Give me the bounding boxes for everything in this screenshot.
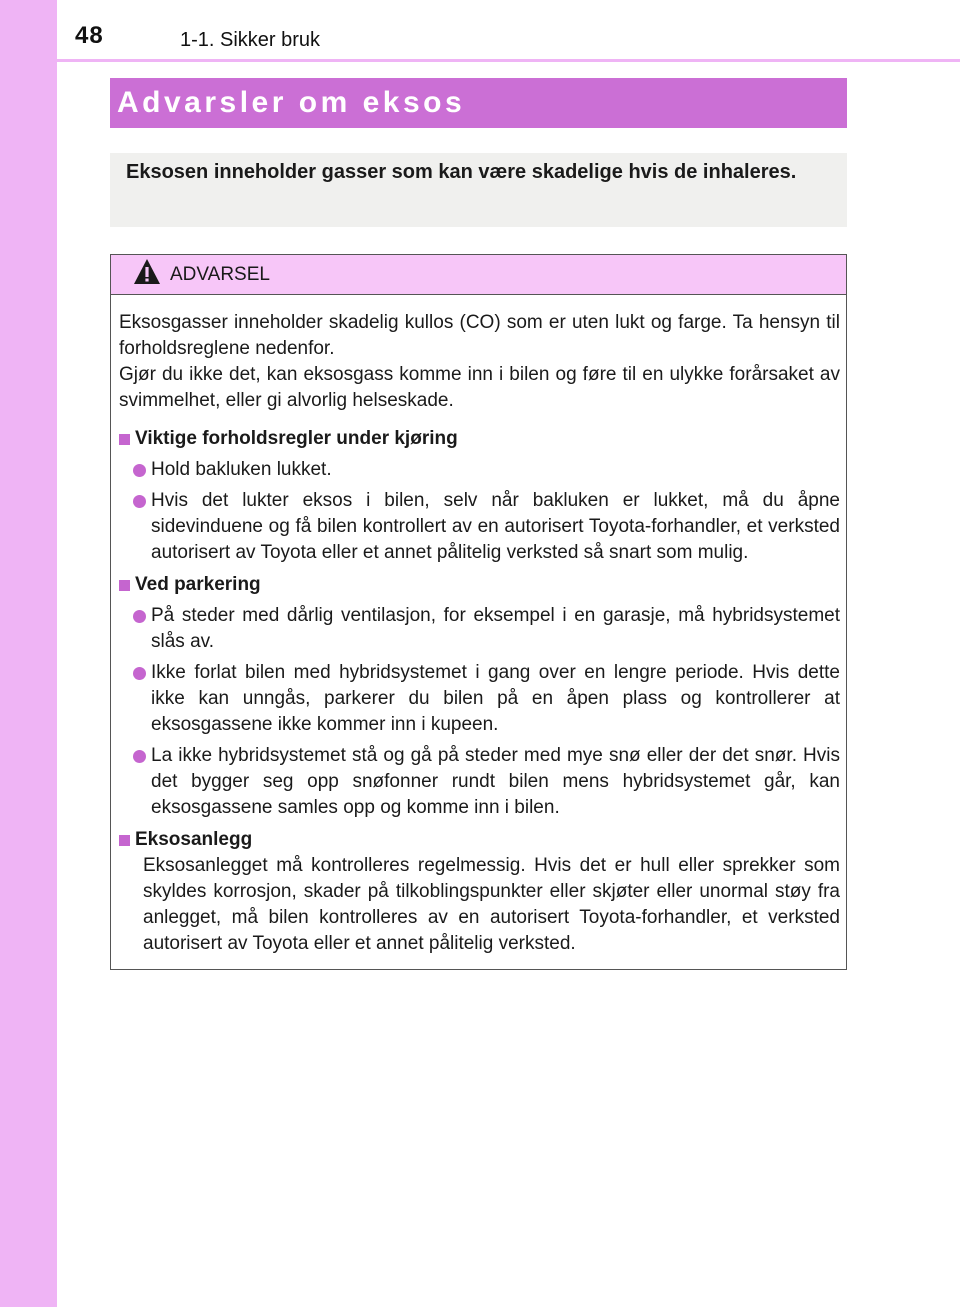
list-item-text: Hvis det lukter eksos i bilen, selv når bakluken er lukket, må du åpne sidevinduene og få bilen kontrollert av en autorisert Toyota-forhandler, et verksted autorisert av Toyota eller et annet pålitelig verksted så snart som mulig.	[151, 490, 840, 563]
list-item	[119, 743, 840, 821]
title-bar	[110, 78, 847, 128]
warning-intro-line: Eksosgasser inneholder skadelig kullos (CO) som er uten lukt og farge. Ta hensyn til forholdsreglene nedenfor.	[119, 312, 840, 359]
round-bullet-icon	[133, 495, 146, 508]
section-heading-text: Ved parkering	[135, 574, 261, 595]
list-item	[119, 603, 840, 655]
list-item	[119, 660, 840, 738]
section-heading	[119, 827, 840, 853]
warning-body	[119, 310, 840, 957]
section-heading-text: Viktige forholdsregler under kjøring	[135, 428, 458, 449]
list-item-text: Hold bakluken lukket.	[151, 459, 332, 480]
intro-box	[110, 153, 847, 227]
round-bullet-icon	[133, 750, 146, 763]
warning-header	[111, 255, 846, 295]
intro-text: Eksosen inneholder gasser som kan være skadelige hvis de inhaleres.	[126, 161, 797, 183]
section-heading	[119, 426, 840, 452]
page-number: 48	[75, 22, 104, 49]
round-bullet-icon	[133, 464, 146, 477]
section-label: 1-1. Sikker bruk	[180, 29, 321, 51]
warning-triangle-icon	[133, 258, 161, 286]
left-margin-band	[0, 0, 57, 1307]
warning-box	[110, 254, 847, 970]
page-title: Advarsler om eksos	[117, 86, 466, 119]
section-heading-text: Eksosanlegg	[135, 829, 253, 850]
round-bullet-icon	[133, 667, 146, 680]
square-bullet-icon	[119, 434, 130, 445]
list-item	[119, 488, 840, 566]
header-rule	[57, 59, 960, 62]
list-item-text: På steder med dårlig ventilasjon, for eksempel i en garasje, må hybridsystemet slås av.	[151, 605, 840, 652]
warning-intro-line: Gjør du ikke det, kan eksosgass komme inn i bilen og føre til en ulykke forårsaket av svimmelhet, eller gi alvorlig helseskade.	[119, 364, 840, 411]
section-heading	[119, 572, 840, 598]
list-item-text: Ikke forlat bilen med hybridsystemet i gang over en lengre periode. Hvis dette ikke kan unngås, parkerer du bilen på en åpen plass og kontrollerer at eksosgassene ikke kommer inn i kupeen.	[151, 662, 840, 735]
square-bullet-icon	[119, 835, 130, 846]
list-item	[119, 457, 840, 483]
round-bullet-icon	[133, 610, 146, 623]
section-text: Eksosanlegget må kontrolleres regelmessig. Hvis det er hull eller sprekker som skyldes korrosjon, skader på tilkoblingspunkter eller skjøter eller unormal støy fra anlegget, må bilen kontrolleres av en autorisert Toyota-forhandler, et verksted autorisert av Toyota eller et annet pålitelig verksted.	[143, 855, 840, 954]
square-bullet-icon	[119, 580, 130, 591]
warning-label: ADVARSEL	[170, 264, 270, 285]
list-item-text: La ikke hybridsystemet stå og gå på steder med mye snø eller der det snør. Hvis det bygger seg opp snøfonner rundt bilen mens hybridsystemet går, kan eksosgassene samles opp og komme inn i bilen.	[151, 745, 840, 818]
